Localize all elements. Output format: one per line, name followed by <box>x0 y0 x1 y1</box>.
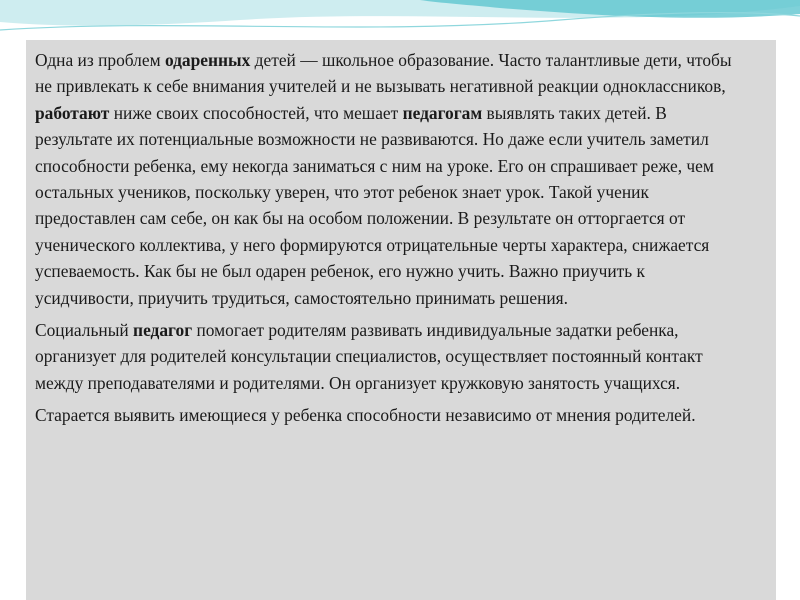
text-segment: выявлять таких детей. В результате их потенциальные возможности не развиваются. Но даже если учитель заметил способности ребенка, ему некогда заниматься с ним на уроке. Его он спрашивает реже, чем остальных учеников, поскольку уверен, что этот ребенок знает урок. Такой ученик предоставлен сам себе, он как бы на особом положении. В результате он отторгается от ученического коллектива, у него формируются отрицательные черты характера, снижается успеваемость. Как бы не был одарен ребенок, его нужно учить. Важно приучить к усидчивости, приучить трудиться, самостоятельно принимать решения. <box>35 102 714 308</box>
body-text <box>35 47 747 435</box>
text-segment: Старается выявить имеющиеся у ребенка способности независимо от мнения родителей. <box>35 405 696 426</box>
paragraph-1 <box>35 47 747 311</box>
bold-term: работают <box>35 102 110 123</box>
paragraph-2 <box>35 317 747 396</box>
paragraph-3 <box>35 402 747 428</box>
text-segment: ниже своих способностей, что мешает <box>109 102 403 123</box>
text-segment: Одна из проблем <box>35 50 165 70</box>
bold-term: педагогам <box>402 102 483 123</box>
text-segment: детей — школьное образование. Часто талантливые дети, чтобы не привлекать к себе внимания учителей и не вызывать негативной реакции одноклассников, <box>35 50 732 97</box>
bold-term: педагог <box>133 320 193 341</box>
text-segment: помогает родителям развивать индивидуальные задатки ребенка, организует для родителей консультации специалистов, осуществляет постоянный контакт между преподавателями и родителями. Он организует кружковую занятость учащихся. <box>35 320 703 393</box>
bold-term: одаренных <box>164 50 251 70</box>
text-segment: Социальный <box>35 320 134 341</box>
